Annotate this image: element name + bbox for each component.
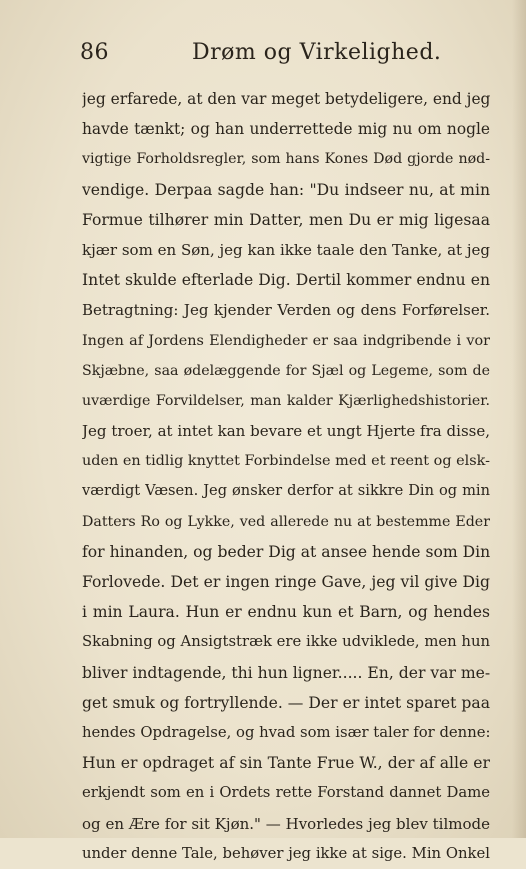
running-title: Drøm og Virkelighed.	[192, 40, 442, 65]
body-text	[82, 84, 490, 869]
text-line: Skjæbne, saa ødelæggende for Sjæl og Legeme, som de	[82, 362, 490, 379]
text-line: Hun er opdraget af sin Tante Frue W., der af alle er	[82, 754, 490, 773]
text-line: værdigt Væsen. Jeg ønsker derfor at sikkre Din og min	[82, 482, 490, 500]
text-line: get smuk og fortryllende. — Der er intet sparet paa	[82, 693, 490, 712]
text-line: vendige. Derpaa sagde han: "Du indseer nu, at min	[82, 180, 490, 199]
text-line: under denne Tale, behøver jeg ikke at sige. Min Onkel	[82, 844, 490, 862]
text-line: havde tænkt; og han underrettede mig nu om nogle	[82, 120, 490, 139]
text-line: Skabning og Ansigtstræk ere ikke udviklede, men hun	[82, 633, 490, 651]
text-line: Ingen af Jordens Elendigheder er saa indgribende i vor	[82, 332, 490, 349]
text-line: i min Laura. Hun er endnu kun et Barn, og hendes	[82, 603, 490, 622]
text-line: vigtige Forholdsregler, som hans Kones Død gjorde nød-	[82, 151, 490, 168]
text-line: Datters Ro og Lykke, ved allerede nu at bestemme Eder	[82, 513, 490, 530]
text-line: Betragtning: Jeg kjender Verden og dens Forførelser.	[82, 301, 490, 320]
text-line: jeg erfarede, at den var meget betydeligere, end jeg	[82, 90, 490, 108]
text-line: Intet skulde efterlade Dig. Dertil kommer endnu en	[82, 271, 490, 290]
text-line: Jeg troer, at intet kan bevare et ungt Hjerte fra disse,	[82, 422, 490, 441]
text-line: og en Ære for sit Kjøn." — Hvorledes jeg blev tilmode	[82, 814, 490, 833]
page-number: 86	[80, 40, 109, 65]
page-header	[80, 40, 486, 72]
page-edge-shadow	[512, 0, 526, 838]
text-line: for hinanden, og beder Dig at ansee hende som Din	[82, 542, 490, 561]
text-line: bliver indtagende, thi hun ligner..... En, der var me-	[82, 663, 490, 682]
text-line: Formue tilhører min Datter, men Du er mig ligesaa	[82, 210, 490, 229]
text-line: uden en tidlig knyttet Forbindelse med et reent og elsk-	[82, 453, 490, 470]
text-line: kjær som en Søn, jeg kan ikke taale den Tanke, at jeg	[82, 240, 490, 259]
text-line: uværdige Forvildelser, man kalder Kjærlighedshistorier.	[82, 392, 490, 409]
text-line: erkjendt som en i Ordets rette Forstand dannet Dame	[82, 784, 490, 802]
text-line: Forlovede. Det er ingen ringe Gave, jeg vil give Dig	[82, 573, 490, 591]
text-line: hendes Opdragelse, og hvad som især taler for denne:	[82, 723, 490, 741]
